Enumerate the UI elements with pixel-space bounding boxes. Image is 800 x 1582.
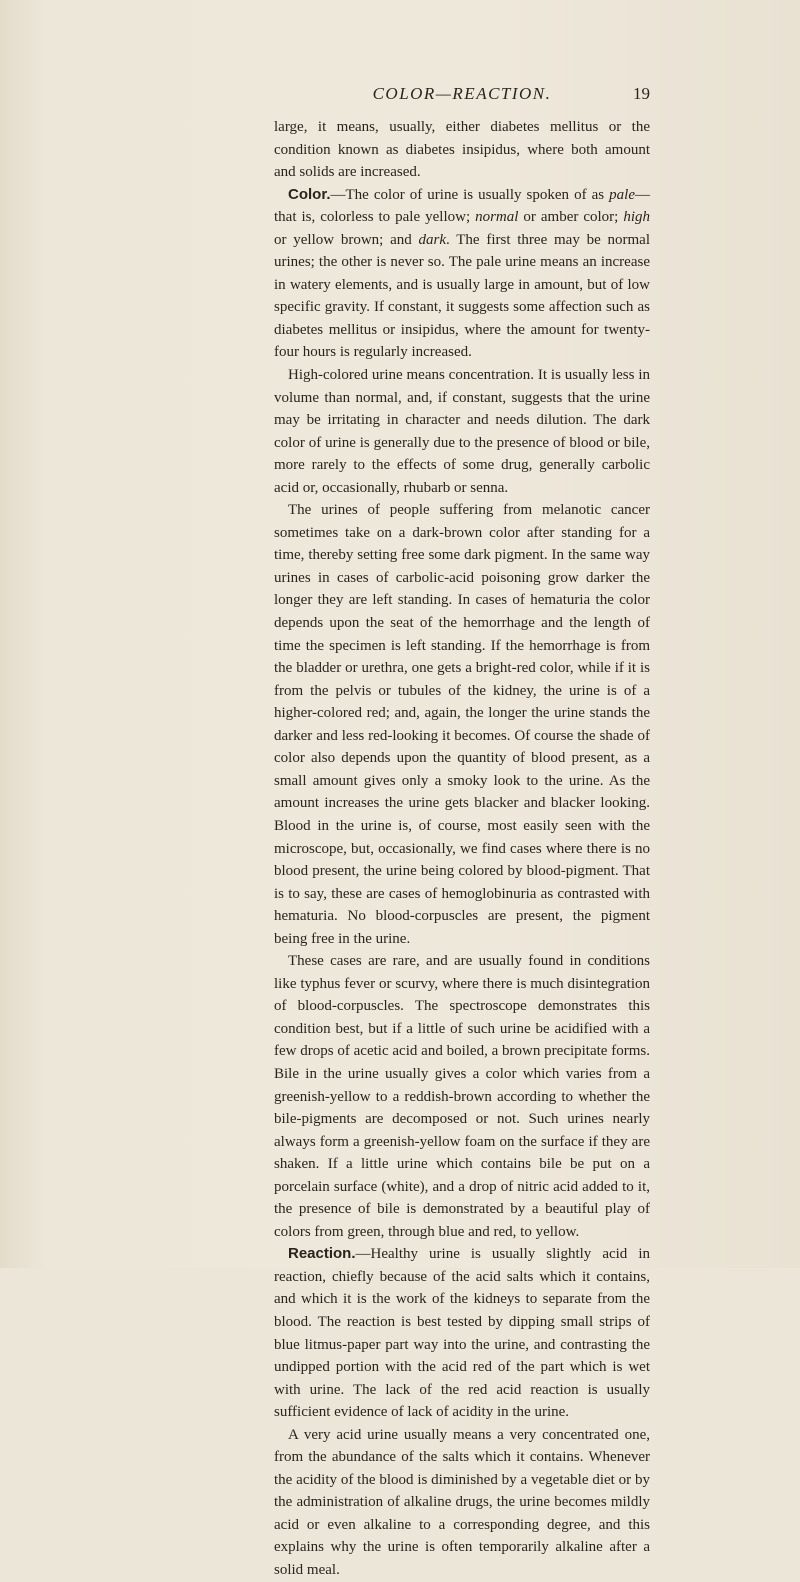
paragraph-color — [274, 184, 650, 364]
paragraph-continued: large, it means, usually, either diabetes mellitus or the condition known as diabetes insipidus, where both amount and solids are increased. — [274, 119, 650, 181]
text-run: —Healthy urine is usually slightly acid in reaction, chiefly because of the acid salts which it contains, and which it is the work of the kidneys to separate from the blood. The reaction is best tested by dipping small strips of blue litmus-paper part way into the urine, and contrasting the undipped portion with the acid red of the part which is wet with urine. The lack of the red acid reaction is usually sufficient evidence of lack of acidity in the urine. — [274, 1246, 650, 1421]
paragraph-melanotic: The urines of people suffering from melanotic cancer sometimes take on a dark-brown color after standing for a time, thereby setting free some dark pigment. In the same way urines in cases of carbolic-acid poisoning grow darker the longer they are left standing. In cases of hematuria the color depends upon the seat of the hemorrhage and the length of time the specimen is left standing. If the hemorrhage is from the bladder or urethra, one gets a bright-red color, while if it is from the pelvis or tubules of the kidney, the urine is of a higher-colored red; and, again, the longer the urine stands the darker and less red-looking it becomes. Of course the shade of color also depends upon the quantity of blood present, as a small amount gives only a smoky look to the urine. As the amount increases the urine gets blacker and blacker looking. Blood in the urine is, of course, most easily seen with the microscope, but, occasionally, we find cases where there is no blood present, the urine being colored by blood-pigment. That is to say, these are cases of hemoglobinuria as contrasted with hematuria. No blood-corpuscles are present, the pigment being free in the urine. — [274, 502, 650, 947]
section-heading-reaction: Reaction. — [288, 1245, 356, 1263]
paragraph-reaction — [274, 1243, 650, 1423]
text-run: —that is, colorless to pale yellow; — [274, 186, 650, 226]
page-number: 19 — [633, 84, 650, 103]
running-head — [274, 78, 650, 112]
paragraph-acid-urine: A very acid urine usually means a very concentrated one, from the abundance of the salts which it contains. Whenever the acidity of the blood is diminished by a vegetable diet or by the administration of alkaline drugs, the urine becomes mildly acid or even alkaline to a corresponding degree, and this explains why the urine is often temporarily alkaline after a solid meal. — [274, 1426, 650, 1578]
term-normal: normal — [475, 209, 519, 226]
body-text — [274, 116, 650, 1582]
running-title: COLOR—REACTION. — [372, 84, 552, 103]
term-pale: pale — [609, 186, 635, 203]
term-dark: dark — [418, 231, 447, 248]
text-run: . The first three may be normal urines; the other is never so. The pale urine means an increase in watery elements, and is usually large in amount, but of low specific gravity. If constant, it suggests some affection such as diabetes mellitus or insipidus, where the amount for twenty-four hours is regularly increased. — [274, 231, 650, 361]
paragraph-rare-cases: These cases are rare, and are usually found in conditions like typhus fever or scurvy, where there is much disintegration of blood-corpuscles. The spectroscope demonstrates this condition best, but if a little of such urine be acidified with a few drops of acetic acid and boiled, a brown precipitate forms. Bile in the urine usually gives a color which varies from a greenish-yellow to a reddish-brown according to whether the bile-pigments are decomposed or not. Such urines nearly always form a greenish-yellow foam on the surface if they are shaken. If a little urine which contains bile be put on a porcelain surface (white), and a drop of nitric acid added to it, the presence of bile is demonstrated by a beautiful play of colors from green, through blue and red, to yellow. — [274, 953, 650, 1240]
text-run: or yellow brown; and — [274, 231, 419, 248]
text-run: —The color of urine is usually spoken of as — [330, 186, 610, 203]
text-run: or amber color; — [518, 209, 624, 226]
paragraph-high-colored: High-colored urine means concentration. It is usually less in volume than normal, and, if constant, suggests that the urine may be irritating in character and needs dilution. The dark color of urine is generally due to the presence of blood or bile, more rarely to the effects of some drug, generally carbolic acid or, occasionally, rhubarb or senna. — [274, 367, 650, 496]
term-high: high — [623, 209, 650, 226]
section-heading-color: Color. — [288, 185, 331, 203]
